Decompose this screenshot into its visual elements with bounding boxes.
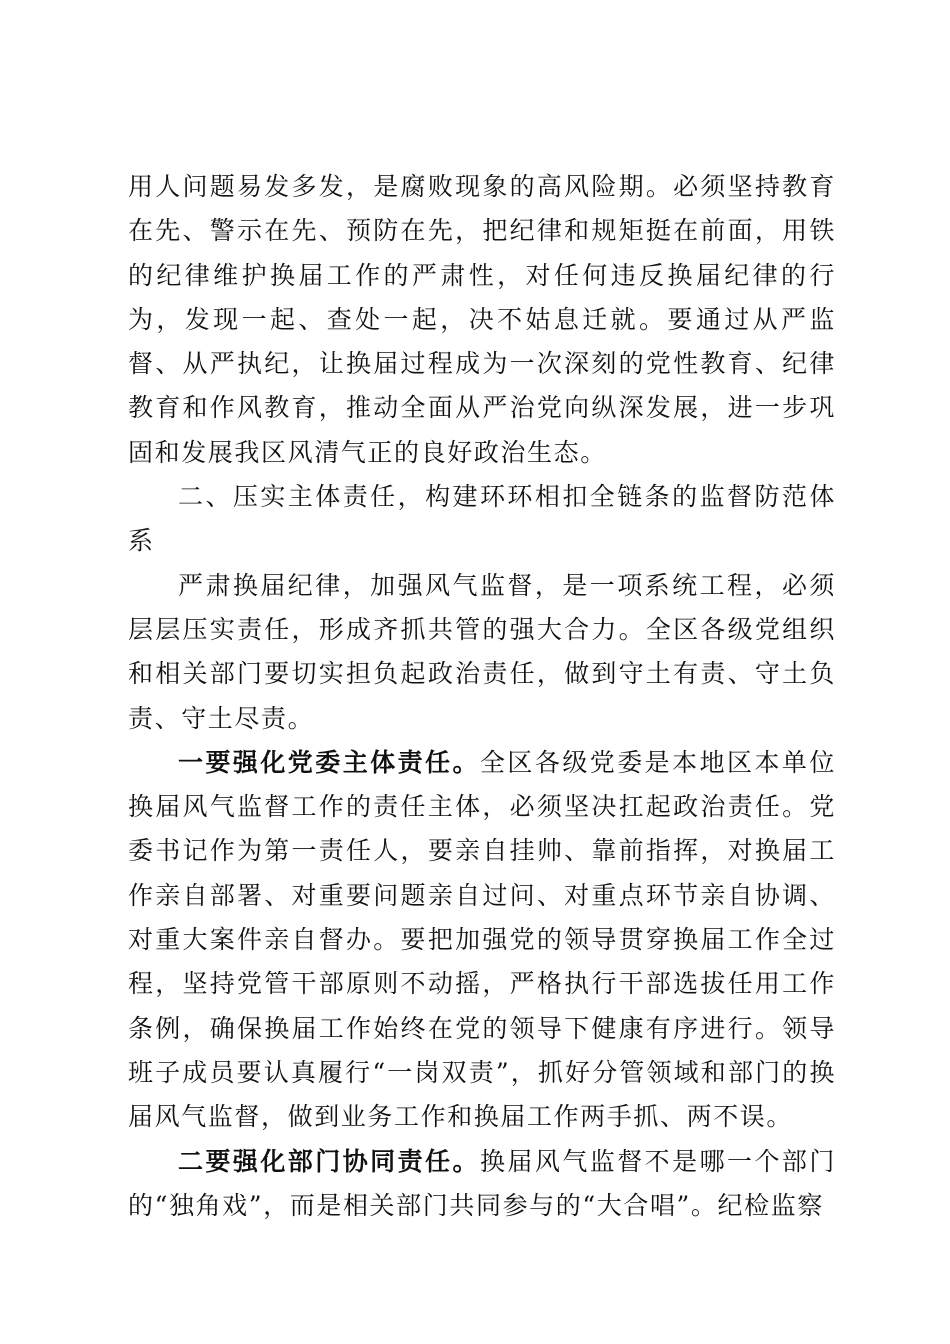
paragraph bbox=[128, 1140, 836, 1229]
paragraph-text: 全区各级党委是本地区本单位换届风气监督工作的责任主体，必须坚决扛起政治责任。党委书记作为第一责任人，要亲自挂帅、靠前指挥，对换届工作亲自部署、对重要问题亲自过问、对重点环节亲自协调、对重大案件亲自督办。要把加强党的领导贯穿换届工作全过程，坚持党管干部原则不动摇，严格执行干部选拔任用工作条例，确保换届工作始终在党的领导下健康有序进行。领导班子成员要认真履行“一岗双责”，抓好分管领域和部门的换届风气监督，做到业务工作和换届工作两手抓、两不误。 bbox=[128, 747, 836, 1132]
section-heading bbox=[128, 475, 836, 564]
section-heading-text: 二、压实主体责任，构建环环相扣全链条的监督防范体系 bbox=[128, 482, 836, 556]
document-body bbox=[128, 165, 836, 1228]
paragraph-lead-bold: 二要强化部门协同责任。 bbox=[178, 1146, 480, 1176]
paragraph-text: 换届风气监督不是哪一个部门的“独角戏”，而是相关部门共同参与的“大合唱”。纪检监察 bbox=[128, 1146, 836, 1220]
paragraph bbox=[128, 741, 836, 1140]
paragraph bbox=[128, 564, 836, 741]
paragraph-continued bbox=[128, 165, 836, 475]
paragraph-text: 严肃换届纪律，加强风气监督，是一项系统工程，必须层层压实责任，形成齐抓共管的强大合力。全区各级党组织和相关部门要切实担负起政治责任，做到守土有责、守土负责、守土尽责。 bbox=[128, 570, 836, 733]
paragraph-lead-bold: 一要强化党委主体责任。 bbox=[178, 747, 480, 777]
paragraph-text: 用人问题易发多发，是腐败现象的高风险期。必须坚持教育在先、警示在先、预防在先，把纪律和规矩挺在前面，用铁的纪律维护换届工作的严肃性，对任何违反换届纪律的行为，发现一起、查处一起，决不姑息迁就。要通过从严监督、从严执纪，让换届过程成为一次深刻的党性教育、纪律教育和作风教育，推动全面从严治党向纵深发展，进一步巩固和发展我区风清气正的良好政治生态。 bbox=[128, 172, 836, 467]
